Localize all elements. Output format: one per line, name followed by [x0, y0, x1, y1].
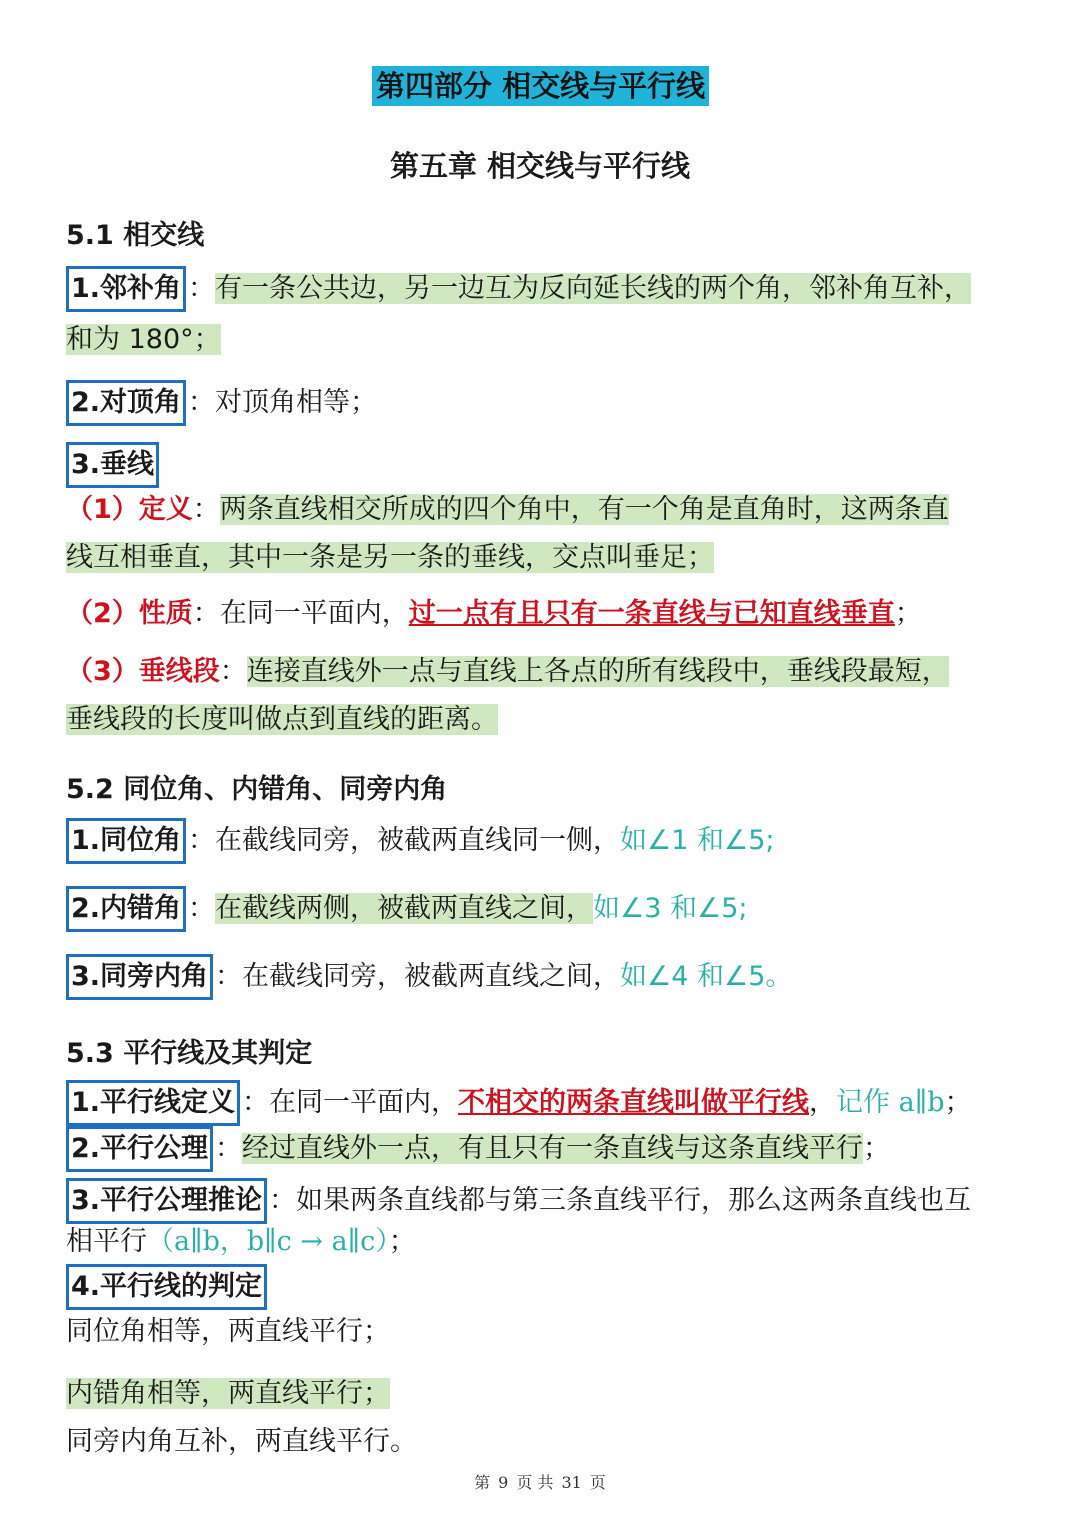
definition-text: 经过直线外一点，有且只有一条直线与这条直线平行 [242, 1133, 864, 1164]
term-box: 2.内错角 [66, 886, 186, 932]
sub-label: （3）垂线段 [66, 656, 220, 687]
chapter-title: 第五章 相交线与平行线 [389, 149, 691, 183]
example-text: 如∠4 和∠5。 [620, 961, 793, 992]
definition-text: 有一条公共边，另一边互为反向延长线的两个角，邻补角互补， [215, 273, 972, 304]
part-title: 第四部分 相交线与平行线 [372, 66, 709, 106]
notation-text: （a∥b，b∥c → a∥c） [147, 1226, 389, 1257]
definition-text: 在截线两侧，被截两直线之间， [215, 893, 594, 924]
term-box: 1.平行线定义 [66, 1080, 240, 1126]
criterion-text: 同位角相等，两直线平行； [66, 1316, 390, 1347]
definition-text: 两条直线相交所成的四个角中，有一个角是直角时，这两条直 [219, 494, 949, 525]
section-5-2-title: 5.2 同位角、内错角、同旁内角 [66, 774, 448, 805]
item-continuation [66, 318, 221, 362]
perp-segment: （3）垂线段：连接直线外一点与直线上各点的所有线段中，垂线段最短， [66, 656, 949, 687]
term-box: 1.同位角 [66, 818, 186, 864]
definition-text: 在同一平面内， [269, 1087, 459, 1118]
total-pages: 31 [561, 1473, 582, 1492]
definition-text: 和为 180°； [66, 324, 221, 355]
criterion-text: 内错角相等，两直线平行； [66, 1378, 390, 1409]
perp-definition-cont [66, 536, 714, 580]
criterion-text: 同旁内角互补，两直线平行。 [66, 1426, 417, 1457]
term-box: 3.垂线 [66, 442, 159, 488]
page-number: 9 [498, 1473, 509, 1492]
perp-segment-cont [66, 698, 498, 742]
item-parallel-corollary: 3.平行公理推论 ：如果两条直线都与第三条直线平行，那么这两条直线也互 [66, 1178, 971, 1224]
definition-text: 垂线段的长度叫做点到直线的距离。 [66, 704, 498, 735]
term-box: 1.邻补角 [66, 266, 186, 312]
criterion-alternate [66, 1372, 390, 1416]
item-parallel-corollary-cont: 相平行（a∥b，b∥c → a∥c）； [66, 1226, 416, 1257]
definition-text: 对顶角相等； [215, 387, 378, 418]
section-5-1-title: 5.1 相交线 [66, 220, 205, 251]
item-same-side-interior: 3.同旁内角 ：在截线同旁，被截两直线之间，如∠4 和∠5。 [66, 954, 792, 1000]
key-statement: 过一点有且只有一条直线与已知直线垂直 [408, 598, 895, 629]
item-adjacent-supplementary: 1.邻补角 ：有一条公共边，另一边互为反向延长线的两个角，邻补角互补， [66, 266, 971, 312]
footer-prefix: 第 [474, 1473, 491, 1492]
example-text: 如∠3 和∠5; [593, 893, 748, 924]
definition-text: 在截线同旁，被截两直线之间， [242, 961, 621, 992]
definition-text: 相平行 [66, 1226, 147, 1257]
item-parallel-criteria [66, 1264, 269, 1310]
key-statement: 不相交的两条直线叫做平行线 [458, 1087, 810, 1118]
perp-definition: （1）定义：两条直线相交所成的四个角中，有一个角是直角时，这两条直 [66, 494, 949, 525]
definition-text: 如果两条直线都与第三条直线平行，那么这两条直线也互 [296, 1185, 972, 1216]
footer-middle: 页 共 [516, 1473, 554, 1492]
term-box: 3.同旁内角 [66, 954, 213, 1000]
example-text: 如∠1 和∠5; [620, 825, 775, 856]
perp-property: （2）性质：在同一平面内，过一点有且只有一条直线与已知直线垂直； [66, 598, 922, 629]
definition-text: 在截线同旁，被截两直线同一侧， [215, 825, 621, 856]
sub-label: （1）定义 [66, 494, 193, 525]
item-parallel-axiom: 2.平行公理 ：经过直线外一点，有且只有一条直线与这条直线平行； [66, 1126, 890, 1172]
term-box: 2.平行公理 [66, 1126, 213, 1172]
item-vertical-angles: 2.对顶角 ：对顶角相等； [66, 380, 377, 426]
section-5-3-title: 5.3 平行线及其判定 [66, 1038, 313, 1069]
term-box: 2.对顶角 [66, 380, 186, 426]
page-footer [0, 1470, 1080, 1493]
item-corresponding-angles: 1.同位角 ：在截线同旁，被截两直线同一侧，如∠1 和∠5; [66, 818, 775, 864]
sub-label: （2）性质 [66, 598, 193, 629]
notation-text: 记作 a∥b [836, 1087, 945, 1118]
term-box: 4.平行线的判定 [66, 1264, 267, 1310]
footer-suffix: 页 [589, 1473, 606, 1492]
criterion-corresponding [66, 1310, 390, 1354]
term-box: 3.平行公理推论 [66, 1178, 267, 1224]
item-alternate-interior: 2.内错角 ：在截线两侧，被截两直线之间，如∠3 和∠5; [66, 886, 748, 932]
definition-text: 连接直线外一点与直线上各点的所有线段中，垂线段最短， [246, 656, 949, 687]
criterion-same-side [66, 1420, 417, 1464]
item-parallel-definition: 1.平行线定义 ：在同一平面内，不相交的两条直线叫做平行线，记作 a∥b； [66, 1080, 971, 1126]
item-perpendicular [66, 442, 161, 488]
definition-text: 在同一平面内， [219, 598, 409, 629]
definition-text: 线互相垂直，其中一条是另一条的垂线，交点叫垂足； [66, 542, 714, 573]
